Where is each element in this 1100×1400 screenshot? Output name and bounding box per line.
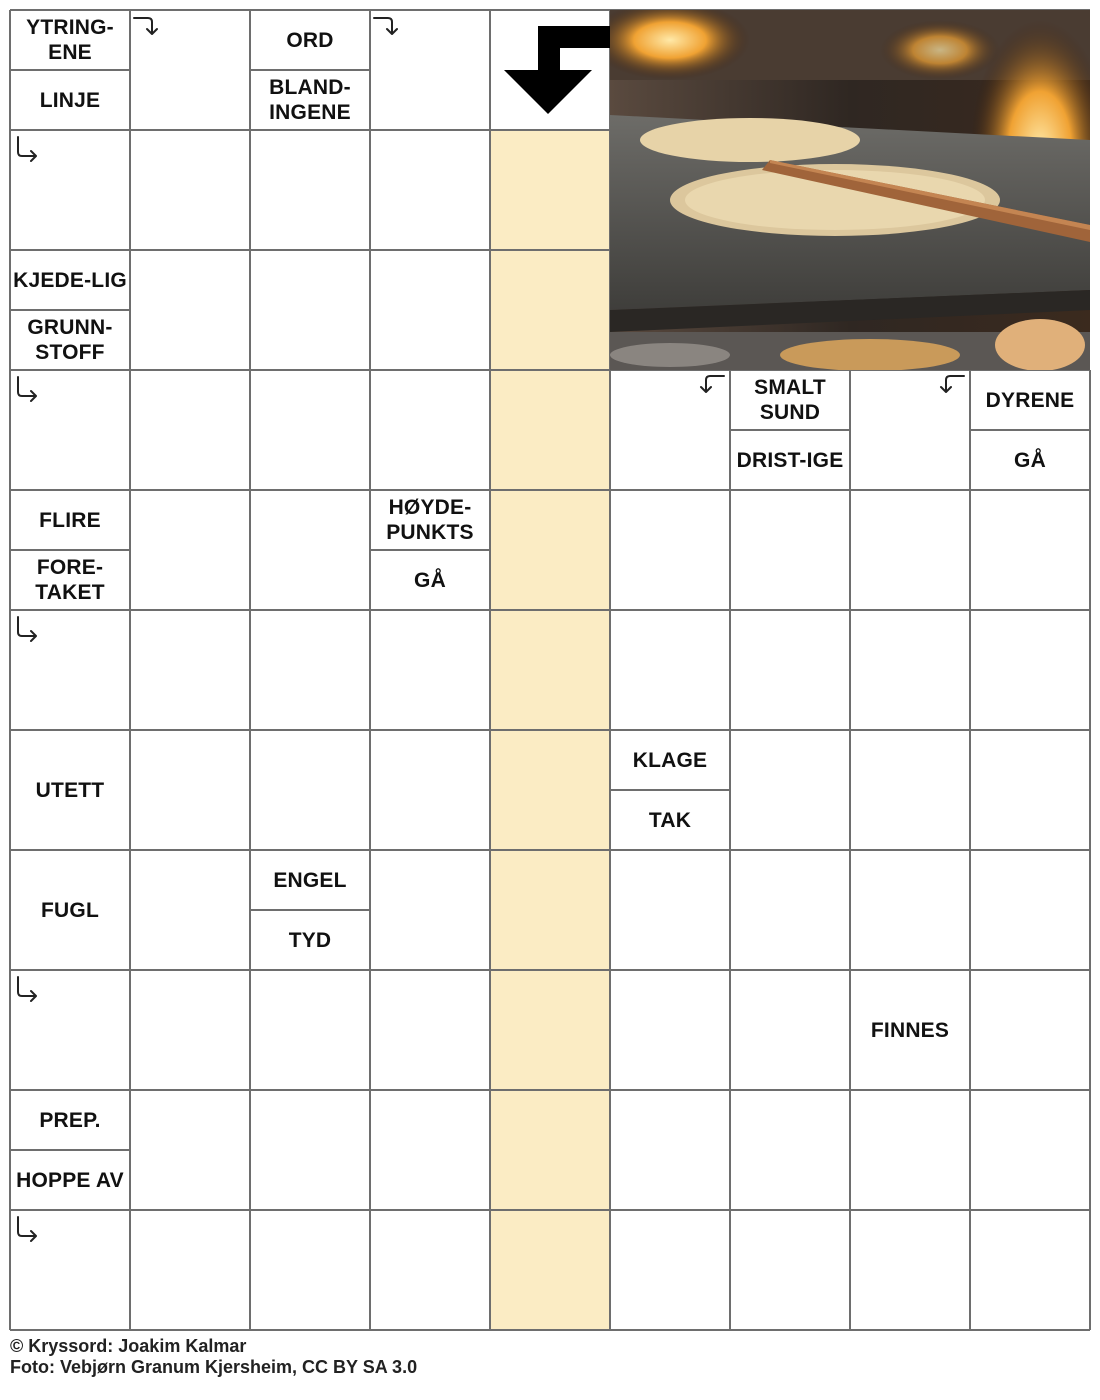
grid-cell[interactable] xyxy=(730,970,850,1090)
grid-cell[interactable] xyxy=(250,490,370,610)
grid-cell[interactable] xyxy=(730,610,850,730)
grid-cell[interactable] xyxy=(250,1090,370,1210)
solution-cell[interactable] xyxy=(490,1210,610,1330)
grid-cell[interactable] xyxy=(610,490,730,610)
solution-cell[interactable] xyxy=(490,850,610,970)
credits xyxy=(10,1336,417,1378)
grid-cell[interactable] xyxy=(370,730,490,850)
grid-cell[interactable] xyxy=(250,130,370,250)
grid-cell[interactable] xyxy=(370,610,490,730)
clue-c63a: SMALT SUND xyxy=(754,376,826,424)
grid-cell[interactable] xyxy=(850,730,970,850)
grid-line xyxy=(10,489,1090,491)
arrow-down-right-icon xyxy=(14,134,42,162)
grid-line xyxy=(970,429,1090,431)
clue-c04b: FORE-TAKET xyxy=(35,556,105,604)
solution-cell[interactable] xyxy=(490,970,610,1090)
clue-c27b: TYD xyxy=(288,928,332,952)
grid-line xyxy=(10,549,130,551)
grid-line xyxy=(849,370,851,1330)
grid-cell[interactable] xyxy=(610,610,730,730)
grid-line xyxy=(10,249,610,251)
clue-c34b: GÅ xyxy=(414,568,446,592)
grid-cell[interactable] xyxy=(130,1090,250,1210)
photo-flatbread xyxy=(610,10,1090,370)
grid-cell[interactable] xyxy=(370,850,490,970)
grid-line xyxy=(370,549,490,551)
grid-cell[interactable] xyxy=(370,250,490,370)
grid-cell[interactable] xyxy=(250,730,370,850)
grid-cell[interactable] xyxy=(250,970,370,1090)
grid-cell[interactable] xyxy=(730,850,850,970)
credit-crossword: © Kryssord: Joakim Kalmar xyxy=(10,1336,247,1356)
grid-cell[interactable] xyxy=(850,610,970,730)
grid-line xyxy=(730,429,850,431)
clue-c09b: HOPPE AV xyxy=(16,1168,124,1192)
clue-c02b: GRUNN-STOFF xyxy=(27,316,113,364)
solution-cell[interactable] xyxy=(490,610,610,730)
grid-cell[interactable] xyxy=(370,1210,490,1330)
grid-line xyxy=(10,1089,1090,1091)
grid-cell[interactable] xyxy=(970,610,1090,730)
grid-cell[interactable] xyxy=(610,1090,730,1210)
solution-cell[interactable] xyxy=(490,250,610,370)
grid-line xyxy=(10,609,1090,611)
crossword-grid xyxy=(10,10,1090,1330)
grid-cell[interactable] xyxy=(130,130,250,250)
grid-cell[interactable] xyxy=(370,970,490,1090)
grid-line xyxy=(10,969,1090,971)
clue-c09a: PREP. xyxy=(39,1108,101,1132)
clue-c04a: FLIRE xyxy=(39,508,101,532)
solution-cell[interactable] xyxy=(490,490,610,610)
grid-cell[interactable] xyxy=(130,1210,250,1330)
clue-c00b: LINJE xyxy=(39,88,101,112)
grid-line xyxy=(10,729,1090,731)
solution-cell[interactable] xyxy=(490,130,610,250)
arrow-down-right-icon xyxy=(14,1214,42,1242)
grid-cell[interactable] xyxy=(970,850,1090,970)
clue-c06: UTETT xyxy=(35,778,105,802)
grid-cell[interactable] xyxy=(130,610,250,730)
grid-cell[interactable] xyxy=(130,850,250,970)
solution-arrow-icon xyxy=(490,10,610,130)
solution-cell[interactable] xyxy=(490,370,610,490)
grid-line xyxy=(489,10,491,1330)
grid-line xyxy=(9,10,11,1330)
arrow-down-right-icon xyxy=(14,974,42,1002)
grid-cell[interactable] xyxy=(730,490,850,610)
arrow-left-down-icon xyxy=(938,372,966,400)
grid-cell[interactable] xyxy=(610,1210,730,1330)
grid-cell[interactable] xyxy=(250,1210,370,1330)
clue-c07: FUGL xyxy=(41,898,99,922)
arrow-down-right-icon xyxy=(14,614,42,642)
grid-cell[interactable] xyxy=(850,850,970,970)
grid-cell[interactable] xyxy=(250,370,370,490)
clue-c83a: DYRENE xyxy=(985,388,1075,412)
clue-c78: FINNES xyxy=(870,1018,950,1042)
grid-line xyxy=(729,370,731,1330)
grid-line xyxy=(129,10,131,1330)
clue-c20b: BLAND-INGENE xyxy=(269,76,351,124)
clue-c63b: DRIST-IGE xyxy=(736,448,844,472)
clue-c56b: TAK xyxy=(648,808,692,832)
grid-line xyxy=(969,370,971,1330)
grid-line xyxy=(1089,370,1091,1330)
clue-c56a: KLAGE xyxy=(632,748,708,772)
grid-line xyxy=(369,10,371,1330)
grid-line xyxy=(10,849,1090,851)
grid-line xyxy=(10,1209,1090,1211)
grid-cell[interactable] xyxy=(850,1090,970,1210)
credit-photo: Foto: Vebjørn Granum Kjersheim, CC BY SA 3.0 xyxy=(10,1357,418,1377)
grid-line xyxy=(10,1149,130,1151)
grid-cell[interactable] xyxy=(970,490,1090,610)
clue-c02a: KJEDE-LIG xyxy=(13,268,127,292)
clue-c27a: ENGEL xyxy=(273,868,347,892)
grid-cell[interactable] xyxy=(130,490,250,610)
grid-cell[interactable] xyxy=(610,850,730,970)
solution-cell[interactable] xyxy=(490,730,610,850)
grid-cell[interactable] xyxy=(370,1090,490,1210)
grid-line xyxy=(10,369,610,371)
grid-cell[interactable] xyxy=(850,490,970,610)
grid-line xyxy=(250,69,370,71)
clue-c20a: ORD xyxy=(286,28,334,52)
grid-cell[interactable] xyxy=(970,1090,1090,1210)
grid-cell[interactable] xyxy=(130,730,250,850)
arrow-left-down-icon xyxy=(698,372,726,400)
grid-cell[interactable] xyxy=(730,1210,850,1330)
grid-cell[interactable] xyxy=(130,250,250,370)
grid-cell[interactable] xyxy=(610,970,730,1090)
grid-cell[interactable] xyxy=(970,730,1090,850)
clue-c00a: YTRING-ENE xyxy=(26,16,114,64)
clue-c83b: GÅ xyxy=(1014,448,1046,472)
arrow-right-down-icon xyxy=(372,14,400,42)
grid-line xyxy=(610,789,730,791)
grid-cell[interactable] xyxy=(730,1090,850,1210)
solution-cell[interactable] xyxy=(490,1090,610,1210)
clue-c34a: HØYDE-PUNKTS xyxy=(386,496,474,544)
grid-cell[interactable] xyxy=(850,1210,970,1330)
grid-cell[interactable] xyxy=(250,250,370,370)
grid-line xyxy=(10,1329,1090,1331)
grid-cell[interactable] xyxy=(970,1210,1090,1330)
arrow-right-down-icon xyxy=(132,14,160,42)
grid-cell[interactable] xyxy=(130,370,250,490)
arrow-down-right-icon xyxy=(14,374,42,402)
grid-cell[interactable] xyxy=(730,730,850,850)
grid-line xyxy=(250,909,370,911)
grid-line xyxy=(10,69,130,71)
grid-cell[interactable] xyxy=(130,970,250,1090)
grid-cell[interactable] xyxy=(970,970,1090,1090)
grid-line xyxy=(10,309,130,311)
grid-cell[interactable] xyxy=(250,610,370,730)
grid-cell[interactable] xyxy=(370,370,490,490)
grid-cell[interactable] xyxy=(370,130,490,250)
grid-line xyxy=(249,10,251,1330)
